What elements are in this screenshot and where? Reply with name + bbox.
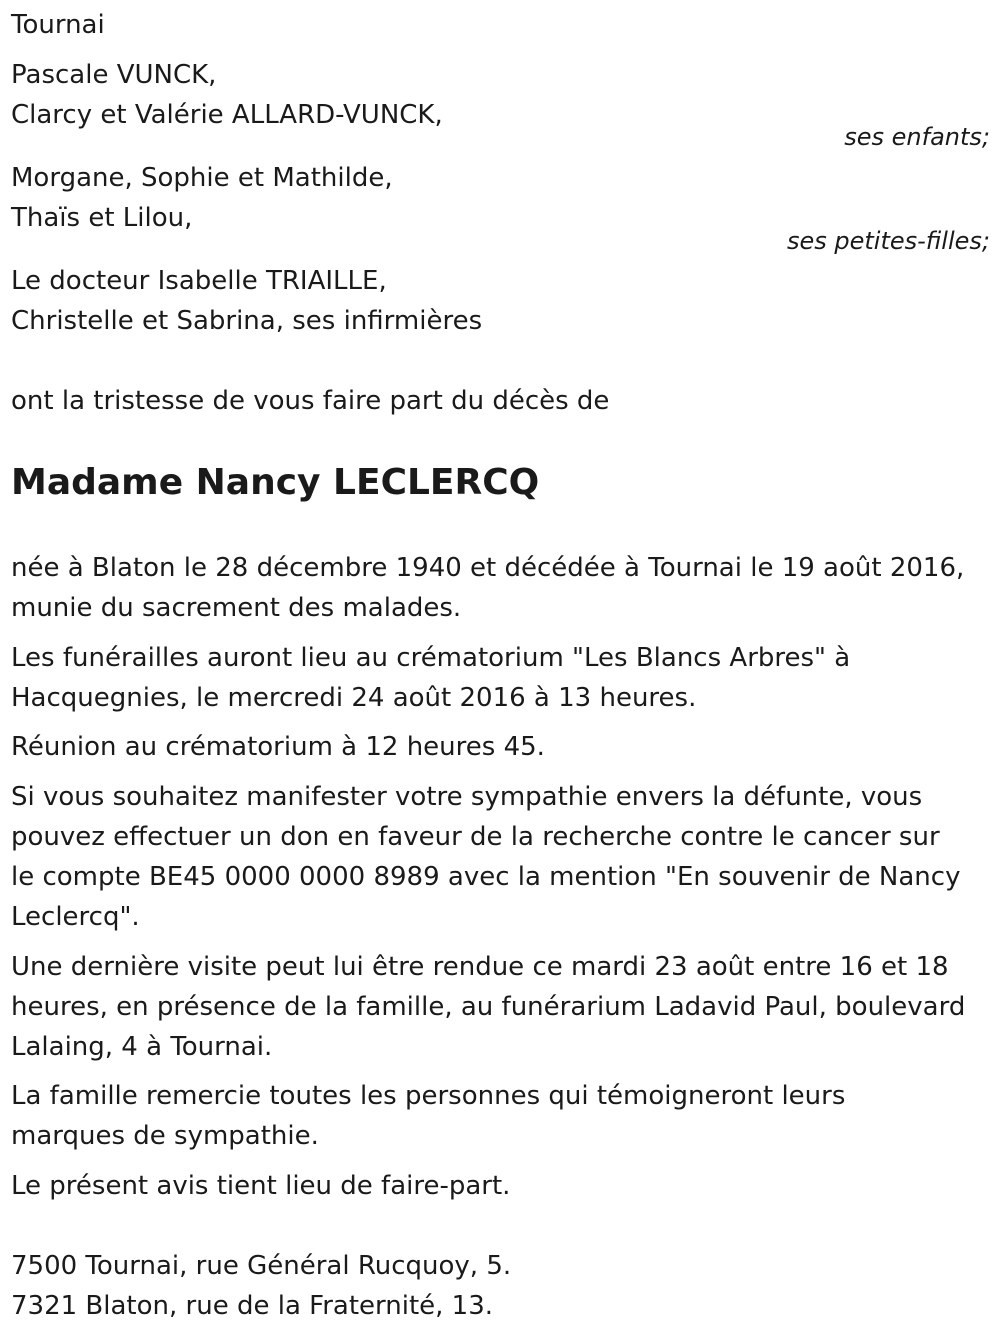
paragraph-line: Leclercq". — [11, 902, 140, 932]
address-line: 7500 Tournai, rue Général Rucquoy, 5. — [11, 1251, 512, 1281]
caregiver-line: Christelle et Sabrina, ses infirmières — [11, 306, 483, 336]
paragraph-line: née à Blaton le 28 décembre 1940 et décédée à Tournai le 19 août 2016, — [11, 553, 965, 583]
child-line: Pascale VUNCK, — [11, 60, 217, 90]
paragraph-line: le compte BE45 0000 0000 8989 avec la mention "En souvenir de Nancy — [11, 862, 961, 892]
paragraph-line: heures, en présence de la famille, au funérarium Ladavid Paul, boulevard — [11, 992, 966, 1022]
paragraph-line: pouvez effectuer un don en faveur de la recherche contre le cancer sur — [11, 822, 940, 852]
caregiver-line: Le docteur Isabelle TRIAILLE, — [11, 266, 387, 296]
grandchild-line: Morgane, Sophie et Mathilde, — [11, 163, 393, 193]
announcement: ont la tristesse de vous faire part du décès de — [11, 386, 610, 416]
paragraph-line: Si vous souhaitez manifester votre sympathie envers la défunte, vous — [11, 782, 923, 812]
paragraph-line: Les funérailles auront lieu au crématorium "Les Blancs Arbres" à — [11, 643, 851, 673]
address-line: 7321 Blaton, rue de la Fraternité, 13. — [11, 1291, 494, 1321]
paragraph-line: Réunion au crématorium à 12 heures 45. — [11, 732, 545, 762]
paragraph-line: Une dernière visite peut lui être rendue ce mardi 23 août entre 16 et 18 — [11, 952, 949, 982]
paragraph-line: Hacquegnies, le mercredi 24 août 2016 à 13 heures. — [11, 683, 697, 713]
paragraph-line: marques de sympathie. — [11, 1121, 319, 1151]
location: Tournai — [11, 10, 105, 40]
child-line: Clarcy et Valérie ALLARD-VUNCK, — [11, 100, 443, 130]
children-role: ses enfants; — [844, 123, 990, 151]
paragraph-line: Lalaing, 4 à Tournai. — [11, 1032, 273, 1062]
paragraph-line: munie du sacrement des malades. — [11, 593, 462, 623]
grandchildren-role: ses petites-filles; — [786, 227, 990, 255]
paragraph-line: Le présent avis tient lieu de faire-part. — [11, 1171, 511, 1201]
paragraph-line: La famille remercie toutes les personnes qui témoigneront leurs — [11, 1081, 846, 1111]
grandchild-line: Thaïs et Lilou, — [11, 203, 193, 233]
deceased-name: Madame Nancy LECLERCQ — [11, 462, 540, 503]
